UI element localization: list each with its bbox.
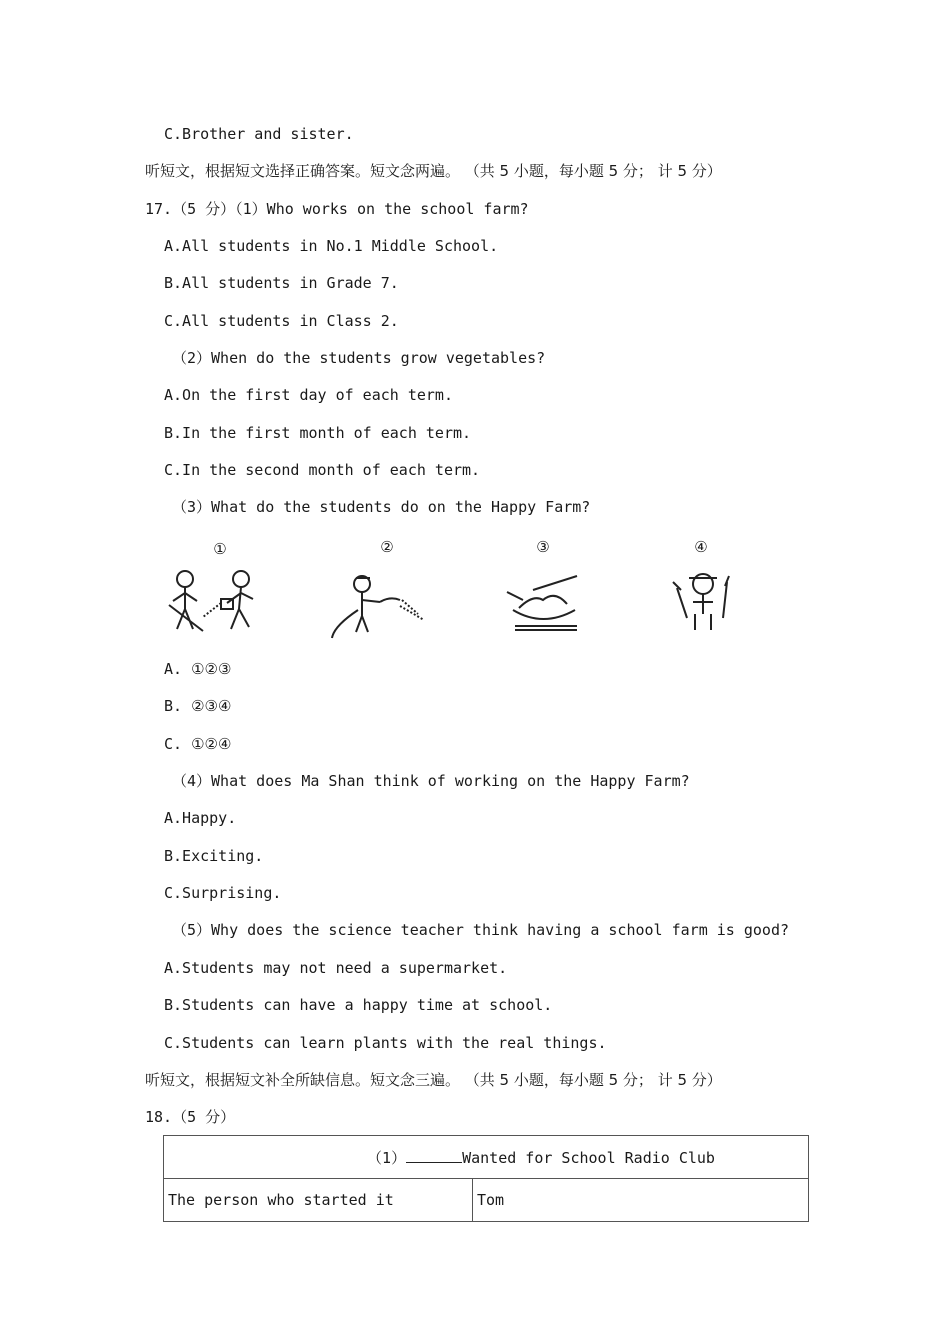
answer-blank-1[interactable] [406, 1148, 462, 1163]
picture-2-watering-plants [328, 570, 428, 640]
question-17-1: 17.（5 分）（1）Who works on the school farm? [145, 200, 529, 218]
option-17-5-a: A.Students may not need a supermarket. [164, 959, 508, 977]
option-17-4-c: C.Surprising. [164, 884, 282, 902]
option-17-1-b: B.All students in Grade 7. [164, 274, 399, 292]
option-17-2-b: B.In the first month of each term. [164, 424, 472, 442]
picture-3-cooking [503, 570, 587, 634]
row-label: The person who started it [164, 1179, 473, 1222]
header-prefix: （1） [367, 1148, 407, 1167]
picture-4-harvesting [665, 568, 741, 634]
option-17-5-b: B.Students can have a happy time at school. [164, 996, 553, 1014]
option-17-4-a: A.Happy. [164, 809, 237, 827]
table-header-cell [164, 1136, 809, 1179]
picture-label-3: ③ [536, 538, 550, 556]
option-c-brother-sister: C.Brother and sister. [164, 125, 354, 143]
question-17-5: （5）Why does the science teacher think having a school farm is good? [172, 921, 789, 939]
option-17-5-c: C.Students can learn plants with the real things. [164, 1034, 607, 1052]
table-header-row [164, 1136, 809, 1179]
option-17-3-b: B. ②③④ [164, 697, 232, 715]
option-17-1-a: A.All students in No.1 Middle School. [164, 237, 499, 255]
option-17-1-c: C.All students in Class 2. [164, 312, 399, 330]
option-17-2-a: A.On the first day of each term. [164, 386, 453, 404]
question-17-3: （3）What do the students do on the Happy Farm? [172, 498, 591, 516]
row-value: Tom [473, 1179, 809, 1222]
picture-1-watering-children [163, 565, 273, 637]
option-17-2-c: C.In the second month of each term. [164, 461, 481, 479]
table-row [164, 1179, 809, 1222]
picture-label-1: ① [213, 540, 227, 558]
instruction-section-1: 听短文，根据短文选择正确答案。短文念两遍。 （共 5 小题，每小题 5 分； 计 5 分） [145, 162, 722, 180]
question-17-2: （2）When do the students grow vegetables? [172, 349, 546, 367]
picture-label-2: ② [380, 538, 394, 556]
question-17-4: （4）What does Ma Shan think of working on the Happy Farm? [172, 772, 690, 790]
picture-label-4: ④ [694, 538, 708, 556]
option-17-4-b: B.Exciting. [164, 847, 264, 865]
header-suffix: Wanted for School Radio Club [462, 1148, 715, 1167]
option-17-3-a: A. ①②③ [164, 660, 232, 678]
instruction-section-2: 听短文，根据短文补全所缺信息。短文念三遍。 （共 5 小题，每小题 5 分； 计 5 分） [145, 1071, 722, 1089]
option-17-3-c: C. ①②④ [164, 735, 232, 753]
question-18: 18.（5 分） [145, 1108, 236, 1126]
radio-club-table [163, 1135, 809, 1222]
